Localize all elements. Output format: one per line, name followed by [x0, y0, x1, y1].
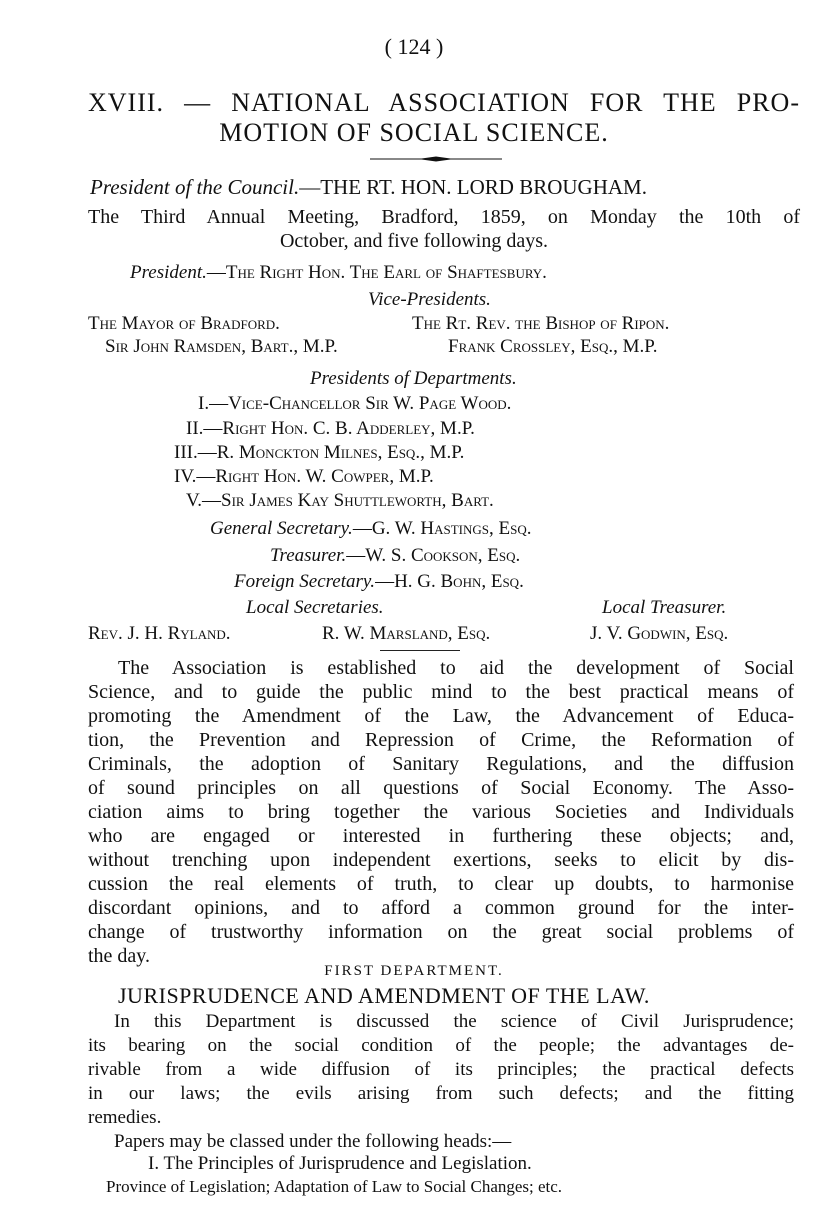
body-line-7: ciation aims to bring together the various Societies and Individuals [88, 801, 794, 823]
vice-president-mayor: The Mayor of Bradford. [88, 313, 280, 334]
body-line-9: without trenching upon independent exertions, seeks to elicit by dis- [88, 849, 794, 871]
vice-president-bishop: The Rt. Rev. the Bishop of Ripon. [412, 313, 670, 334]
foreign-secretary-label: Foreign Secretary. [234, 571, 376, 592]
first-department-label: FIRST DEPARTMENT. [324, 963, 504, 979]
president-label: President. [130, 262, 207, 283]
president-line [130, 262, 547, 284]
local-secretary-ryland: Rev. J. H. Ryland. [88, 623, 231, 644]
meeting-line-2: October, and five following days. [279, 230, 549, 252]
department-line-3: rivable from a wide diffusion of its principles; the practical defects [88, 1059, 794, 1080]
department-president-4: IV.—Right Hon. W. Cowper, M.P. [174, 466, 434, 487]
local-treasurer-godwin: J. V. Godwin, Esq. [590, 623, 729, 644]
department-line-1: In this Department is discussed the science of Civil Jurisprudence; [114, 1011, 794, 1032]
department-president-2: II.—Right Hon. C. B. Adderley, M.P. [186, 418, 475, 439]
treasurer-value: —W. S. Cookson, Esq. [346, 545, 521, 566]
treasurer-label: Treasurer. [270, 545, 347, 566]
local-secretary-marsland: R. W. Marsland, Esq. [322, 623, 491, 644]
vice-president-ramsden: Sir John Ramsden, Bart., M.P. [105, 336, 338, 357]
body-line-4: tion, the Prevention and Repression of Crime, the Reformation of [88, 729, 794, 751]
first-department-heading: JURISPRUDENCE AND AMENDMENT OF THE LAW. [118, 983, 650, 1008]
body-line-8: who are engaged or interested in furthering these objects; and, [88, 825, 794, 847]
body-line-2: Science, and to guide the public mind to the best practical means of [88, 681, 794, 703]
body-line-12: change of trustworthy information on the great social problems of [88, 921, 794, 943]
body-line-6: of sound principles on all questions of Social Economy. The Asso- [88, 777, 794, 799]
general-secretary-label: General Secretary. [210, 518, 353, 539]
vice-president-crossley: Frank Crossley, Esq., M.P. [448, 336, 658, 357]
treasurer-line [270, 545, 520, 567]
papers-intro: Papers may be classed under the following heads:— [114, 1131, 512, 1152]
departments-heading: Presidents of Departments. [310, 368, 517, 389]
body-line-5: Criminals, the adoption of Sanitary Regulations, and the diffusion [88, 753, 794, 775]
department-president-3: III.—R. Monckton Milnes, Esq., M.P. [174, 442, 465, 463]
head-one: I. The Principles of Jurisprudence and Legislation. [148, 1153, 532, 1174]
department-president-1: I.—Vice-Chancellor Sir W. Page Wood. [198, 393, 512, 414]
department-line-4: in our laws; the evils arising from such defects; and the fitting [88, 1083, 794, 1104]
meeting-line-1: The Third Annual Meeting, Bradford, 1859, on Monday the 10th of [88, 206, 800, 228]
body-line-3: promoting the Amendment of the Law, the Advancement of Educa- [88, 705, 794, 727]
vice-presidents-heading: Vice-Presidents. [368, 289, 491, 310]
body-line-13: the day. [88, 945, 151, 967]
department-line-5: remedies. [88, 1107, 162, 1128]
council-value: —THE RT. HON. LORD BROUGHAM. [299, 175, 647, 199]
general-secretary-line [210, 518, 531, 540]
foreign-secretary-line [234, 571, 524, 593]
local-treasurer-label: Local Treasurer. [602, 597, 727, 618]
council-label: President of the Council. [90, 175, 300, 199]
body-line-11: discordant opinions, and to afford a common ground for the inter- [88, 897, 794, 919]
body-line-1: The Association is established to aid the development of Social [118, 657, 794, 679]
ornament-rule-icon [370, 155, 502, 163]
head-one-subtopics: Province of Legislation; Adaptation of Law to Social Changes; etc. [106, 1177, 563, 1196]
general-secretary-value: —G. W. Hastings, Esq. [352, 518, 532, 539]
department-line-2: its bearing on the social condition of the people; the advantages de- [88, 1035, 794, 1056]
local-secretaries-label: Local Secretaries. [246, 597, 384, 618]
page-number: ( 124 ) [384, 34, 444, 59]
section-divider [380, 650, 460, 651]
president-value: —The Right Hon. The Earl of Shaftesbury. [206, 262, 547, 283]
department-president-5: V.—Sir James Kay Shuttleworth, Bart. [186, 490, 494, 511]
title-line-2: MOTION OF SOCIAL SCIENCE. [219, 118, 609, 147]
foreign-secretary-value: —H. G. Bohn, Esq. [375, 571, 524, 592]
body-line-10: cussion the real elements of truth, to clear up doubts, to harmonise [88, 873, 794, 895]
council-line [90, 175, 647, 199]
title-line-1: XVIII. — NATIONAL ASSOCIATION FOR THE PRO- [88, 88, 800, 117]
